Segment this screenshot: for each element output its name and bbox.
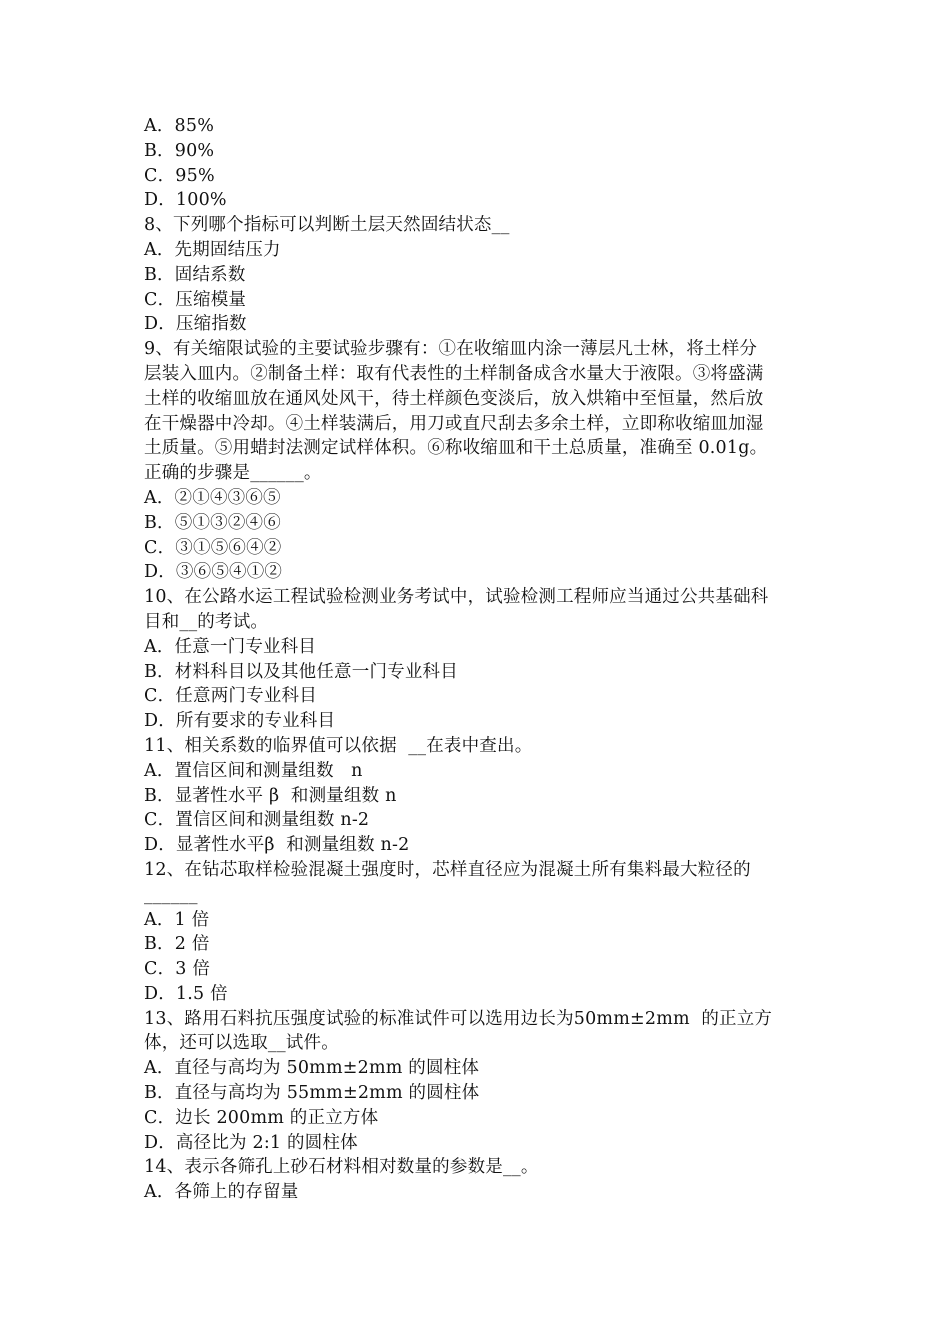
option-line: B．固结系数 xyxy=(144,264,246,285)
question-line: 9、有关缩限试验的主要试验步骤有：①在收缩皿内涂一薄层凡士林，将土样分 xyxy=(144,339,758,360)
option-line: B．⑤①③②④⑥ xyxy=(144,512,281,533)
option-line: C．压缩模量 xyxy=(144,289,247,310)
option-line: A．各筛上的存留量 xyxy=(144,1182,299,1203)
option-line: C．边长 200mm 的正立方体 xyxy=(144,1107,379,1128)
option-line: C．3 倍 xyxy=(144,959,211,980)
option-line: C．任意两门专业科目 xyxy=(144,686,317,707)
question-line: 11、相关系数的临界值可以依据 __在表中查出。 xyxy=(144,735,533,756)
question-line: 目和__的考试。 xyxy=(144,611,269,632)
option-line: A．②①④③⑥⑤ xyxy=(144,487,281,508)
option-line: D．显著性水平β 和测量组数 n-2 xyxy=(144,835,410,856)
option-line: C．③①⑤⑥④② xyxy=(144,537,282,558)
question-line: 层装入皿内。②制备土样：取有代表性的土样制备成含水量大于液限。③将盛满 xyxy=(144,363,764,384)
option-line: B．显著性水平 β 和测量组数 n xyxy=(144,785,397,806)
option-line: D．压缩指数 xyxy=(144,314,247,335)
question-line: 正确的步骤是______。 xyxy=(144,463,322,484)
option-line: A．85% xyxy=(144,116,215,136)
option-line: B．材料科目以及其他任意一门专业科目 xyxy=(144,661,458,682)
question-line: 12、在钻芯取样检验混凝土强度时，芯样直径应为混凝土所有集料最大粒径的 xyxy=(144,859,751,880)
option-line: D．所有要求的专业科目 xyxy=(144,711,336,732)
option-line: A．直径与高均为 50mm±2mm 的圆柱体 xyxy=(144,1058,480,1079)
option-line: A．任意一门专业科目 xyxy=(144,636,317,657)
option-line: B．直径与高均为 55mm±2mm 的圆柱体 xyxy=(144,1083,480,1104)
option-line: A．先期固结压力 xyxy=(144,239,281,260)
question-line: 体，还可以选取__试件。 xyxy=(144,1033,339,1054)
question-text-block xyxy=(144,114,812,1205)
question-line: 10、在公路水运工程试验检测业务考试中，试验检测工程师应当通过公共基础科 xyxy=(144,587,769,608)
option-line: D．③⑥⑤④①② xyxy=(144,562,283,583)
question-line: 在干燥器中冷却。④土样装满后，用刀或直尺刮去多余土样，立即称收缩皿加湿 xyxy=(144,413,764,434)
option-line: D．100% xyxy=(144,190,227,211)
option-line: C．95% xyxy=(144,165,215,186)
option-line: A．置信区间和测量组数 n xyxy=(144,760,363,781)
question-line: 8、下列哪个指标可以判断土层天然固结状态__ xyxy=(144,215,510,236)
question-line: 14、表示各筛孔上砂石材料相对数量的参数是__。 xyxy=(144,1157,539,1178)
question-line: 13、路用石料抗压强度试验的标准试件可以选用边长为50mm±2mm 的正立方 xyxy=(144,1008,773,1029)
option-line: D．高径比为 2:1 的圆柱体 xyxy=(144,1132,358,1153)
option-line: D．1.5 倍 xyxy=(144,983,228,1004)
option-line: B．2 倍 xyxy=(144,934,210,955)
question-line: ______ xyxy=(144,884,198,905)
option-line: C．置信区间和测量组数 n-2 xyxy=(144,810,370,831)
option-line: B．90% xyxy=(144,140,215,161)
question-line: 土样的收缩皿放在通风处风干，待土样颜色变淡后，放入烘箱中至恒量，然后放 xyxy=(144,388,764,409)
option-line: A．1 倍 xyxy=(144,909,210,930)
question-line: 土质量。⑤用蜡封法测定试样体积。⑥称收缩皿和干土总质量，准确至 0.01g。 xyxy=(144,438,768,459)
